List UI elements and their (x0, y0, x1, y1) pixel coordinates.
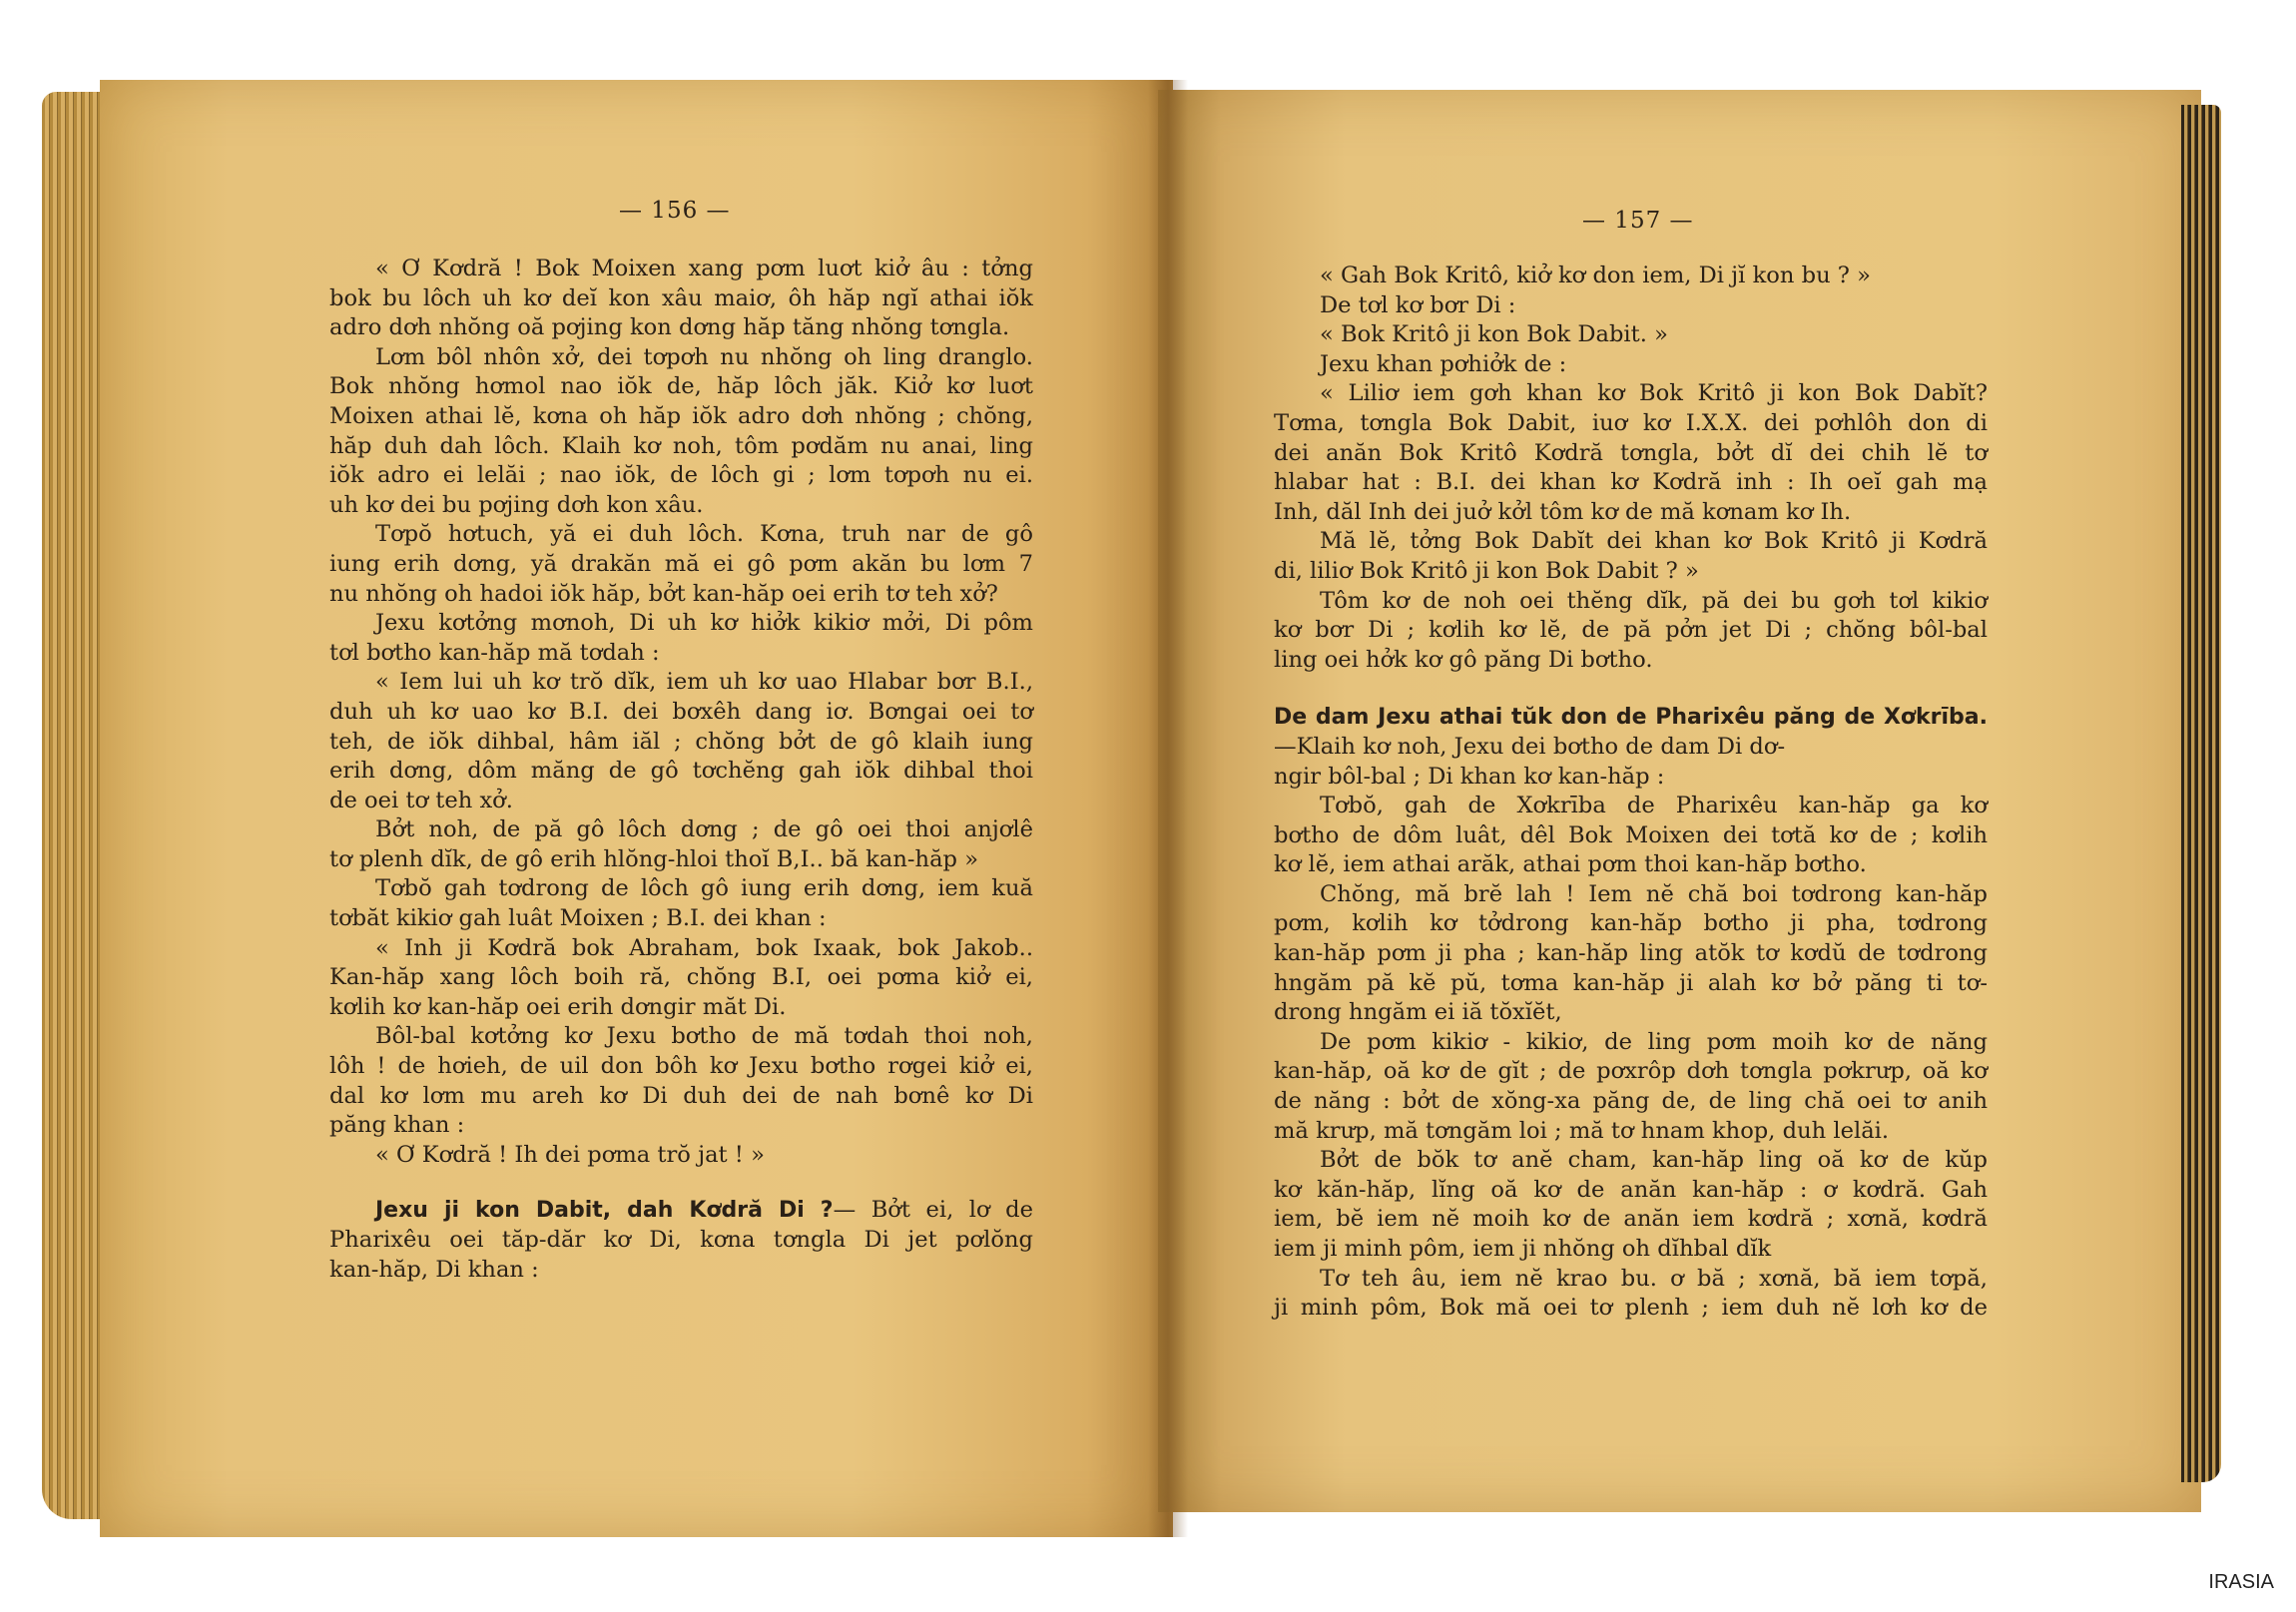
text-line: Tơbŏ gah tơdrong de lôch gô iung erih dơng, iem kuă (375, 875, 1033, 902)
text-line: tơbăt kikiơ gah luât Moixen ; B.I. dei khan : (329, 905, 827, 932)
text-line: teh, de iŏk dihbal, hâm iăl ; chŏng bởt de gô klaih iung (329, 728, 1033, 755)
text-line: Kan-hăp xang lôch boih ră, chŏng B.I, oei pơma kiở ei, (329, 964, 1033, 991)
text-line: Jexu khan pơhiởk de : (1320, 350, 1567, 377)
section-text-line: Chŏng, mă brĕ lah ! Iem nĕ chă boi tơdrong kan-hăp (1320, 880, 1988, 907)
text-line: dei anăn Bok Kritô Kơdră tơngla, bởt dĭ dei chih lĕ tơ (1274, 439, 1988, 466)
section-text-line: De pơm kikiơ - kikiơ, de ling pơm moih kơ de năng (1320, 1028, 1988, 1055)
text-line: tơ plenh dĭk, de gô erih hlŏng-hloi thoĭ B,I.. bă kan-hăp » (329, 845, 979, 872)
text-line: « Ơ Kơdră ! Bok Moixen xang pơm luơt kiở âu : tởng (375, 256, 1033, 281)
text-line: adro dơh nhŏng oă pơjing kon dơng hăp tăng nhŏng tơngla. (329, 314, 1010, 341)
book-gutter (1148, 80, 1188, 1537)
text-line: Inh, dăl Inh dei juở kởl tôm kơ de mă kơnam kơ Ih. (1274, 498, 1852, 525)
text-line: tơl bơtho kan-hăp mă tơdah : (329, 639, 660, 666)
section-text-line: kan-hăp, Di khan : (329, 1256, 539, 1283)
section-lead-text: —Klaih kơ noh, Jexu dei bơtho de dam Di dơ- (1274, 733, 1786, 760)
section-text-line: kơ kăn-hăp, lĭng oă kơ de anăn kan-hăp : ơ kơdră. Gah (1274, 1176, 1988, 1203)
right-page-edges (2181, 105, 2221, 1482)
text-line: « Iem lui uh kơ trŏ dĭk, iem uh kơ uao Hlabar bơr B.I., (375, 669, 1033, 696)
text-line: păng khan : (329, 1112, 465, 1139)
text-line: Moixen athai lĕ, kơna oh hăp iŏk adro dơh nhŏng ; chŏng, (329, 402, 1033, 429)
text-line: lôh ! de hơieh, de uil don bôh kơ Jexu bơtho rơgei kiở ei, (329, 1053, 1033, 1080)
text-line: uh kơ dei bu pơjing dơh kon xâu. (329, 491, 704, 518)
text-line: iŏk adro ei lelăi ; nao iŏk, de lôch gi ; lơm tơpơh nu ei. (329, 462, 1033, 489)
section-heading: Jexu ji kon Dabit, dah Kơdră Di ? (375, 1198, 834, 1224)
text-line: « Liliơ iem gơh khan kơ Bok Kritô ji kon Bok Dabĭt? (1320, 380, 1988, 407)
section-text-line: iem ji minh pôm, iem ji nhŏng oh dĭhbal dĭk (1274, 1236, 1772, 1262)
section-text-line: bơtho de dôm luât, dêl Bok Moixen dei tơtă kơ de ; kơlih (1274, 821, 1988, 848)
text-line: Jexu kơtởng mơnoh, Di uh kơ hiởk kikiơ mởi, Di pôm (375, 610, 1033, 637)
section-text-line: de năng : bởt de xŏng-xa păng de, de ling chă oei tơ anih (1274, 1088, 1988, 1115)
text-line: De tơl kơ bơr Di : (1320, 291, 1516, 318)
section-lead-text: — Bởt ei, lơ de (833, 1197, 1033, 1224)
section-text-line (329, 1196, 1033, 1226)
section-text-line: drong hngăm ei iă tŏxĭĕt, (1274, 999, 1562, 1026)
text-line: Mă lĕ, tởng Bok Dabĭt dei khan kơ Bok Kritô ji Kơdră (1320, 528, 1988, 555)
section-text-line: kơ lĕ, iem athai arăk, athai pơm thoi kan-hăp bơtho. (1274, 851, 1867, 878)
text-line: iung erih dơng, yă drakăn mă ei gô pơm akăn bu lơm 7 (329, 550, 1033, 577)
text-line: hlabar hat : B.I. dei khan kơ Kơdră inh : Ih oeĭ gah mạ (1274, 469, 1988, 496)
text-line: Bôl-bal kơtởng kơ Jexu bơtho de mă tơdah thoi noh, (375, 1023, 1033, 1050)
section-text-line: Tơ teh âu, iem nĕ krao bu. ơ bă ; xơnă, bă iem tơpă, (1320, 1265, 1988, 1292)
text-line: « Gah Bok Kritô, kiở kơ don iem, Di jĭ kon bu ? » (1320, 263, 1871, 288)
text-line: « Inh ji Kơdră bok Abraham, bok Ixaak, bok Jakob.. (375, 934, 1033, 961)
text-line: di, liliơ Bok Kritô ji kon Bok Dabit ? » (1274, 557, 1699, 584)
section-text-line: hngăm pă kĕ pŭ, tơma kan-hăp ji alah kơ bở păng ti tơ- (1274, 969, 1988, 996)
page-number-right: — 157 — (1582, 208, 1694, 234)
text-line: nu nhŏng oh hadoi iŏk hăp, bởt kan-hăp oei erih tơ teh xở? (329, 580, 998, 607)
text-line: kơ bơr Di ; kơlih kơ lĕ, de pă pởn jet Di ; chŏng bôl-bal (1274, 617, 1988, 644)
left-page-text (329, 255, 1033, 1285)
section-text-line: kan-hăp, oă kơ de gĭt ; de pơxrôp dơh tơngla pơkrưp, oă kơ (1274, 1058, 1988, 1085)
text-line: « Ơ Kơdră ! Ih dei pơma trŏ jat ! » (375, 1141, 765, 1168)
section-text-line: Bởt de bŏk tơ anĕ cham, kan-hăp ling oă kơ de kŭp (1320, 1147, 1988, 1174)
page-number-left: — 156 — (619, 198, 731, 224)
watermark: IRASIA (2208, 1571, 2274, 1593)
section-text-line (1274, 703, 1988, 762)
text-line: dal kơ lơm mu areh kơ Di duh dei de nah bơnê kơ Di (329, 1082, 1033, 1109)
text-line: bok bu lôch uh kơ deĭ kon xâu maiơ, ôh hăp ngĭ athai iŏk (329, 284, 1033, 311)
text-line: hăp duh dah lôch. Klaih kơ noh, tôm pơdăm nu anai, ling (329, 432, 1033, 459)
text-line: Tơpŏ hơtuch, yă ei duh lôch. Kơna, truh nar de gô (375, 521, 1033, 548)
text-line: Bởt noh, de pă gô lôch dơng ; de gô oei thoi anjơlê (375, 816, 1033, 843)
section-text-line: ji minh pôm, Bok mă oei tơ plenh ; iem duh nĕ lơh kơ de (1274, 1295, 1988, 1322)
section-text-line: kan-hăp pơm ji pha ; kan-hăp ling atŏk tơ kơdŭ de tơdrong (1274, 940, 1988, 967)
section-heading: De dam Jexu athai tŭk don de Pharixêu păng de Xơkrība. (1274, 705, 1988, 731)
text-line: erih dơng, dôm măng de gô tơchĕng gah iŏk dihbal thoi (329, 758, 1033, 785)
text-line: « Bok Kritô ji kon Bok Dabit. » (1320, 321, 1668, 348)
text-line: Lơm bôl nhôn xở, dei tơpơh nu nhŏng oh ling dranglo. (375, 343, 1033, 370)
text-line: ling oei hởk kơ gô păng Di bơtho. (1274, 646, 1653, 673)
text-line: Tơma, tơngla Bok Dabit, iuơ kơ I.X.X. dei pơhlôh don di (1274, 409, 1988, 436)
section-text-line: iem, bĕ iem nĕ moih kơ de anăn iem kơdră ; xơnă, kơdră (1274, 1206, 1988, 1233)
section-text-line: pơm, kơlih kơ tởdrong kan-hăp bơtho ji pha, tơdrong (1274, 910, 1988, 937)
right-page-text (1274, 262, 1988, 1324)
text-line: Tôm kơ de noh oei thĕng dĭk, pă dei bu gơh tơl kikiơ (1320, 587, 1988, 614)
section-text-line: mă krưp, mă tơngăm loi ; mă tơ hnam khop, duh lelăi. (1274, 1117, 1890, 1144)
text-line: de oei tơ teh xở. (329, 787, 513, 813)
text-line: duh uh kơ uao kơ B.I. dei bơxêh dang iơ. Bơngai oei tơ (329, 698, 1033, 725)
text-line: Bok nhŏng hơmol nao iŏk de, hăp lôch jăk. Kiở kơ luơt (329, 373, 1033, 400)
section-text-line: Tơbŏ, gah de Xơkrība de Pharixêu kan-hăp ga kơ (1320, 793, 1988, 819)
section-text-line: ngir bôl-bal ; Di khan kơ kan-hăp : (1274, 763, 1665, 790)
section-text-line: Pharixêu oei tăp-dăr kơ Di, kơna tơngla Di jet pơlŏng (329, 1227, 1033, 1253)
text-line: kơlih kơ kan-hăp oei erih dơngir măt Di. (329, 993, 787, 1020)
